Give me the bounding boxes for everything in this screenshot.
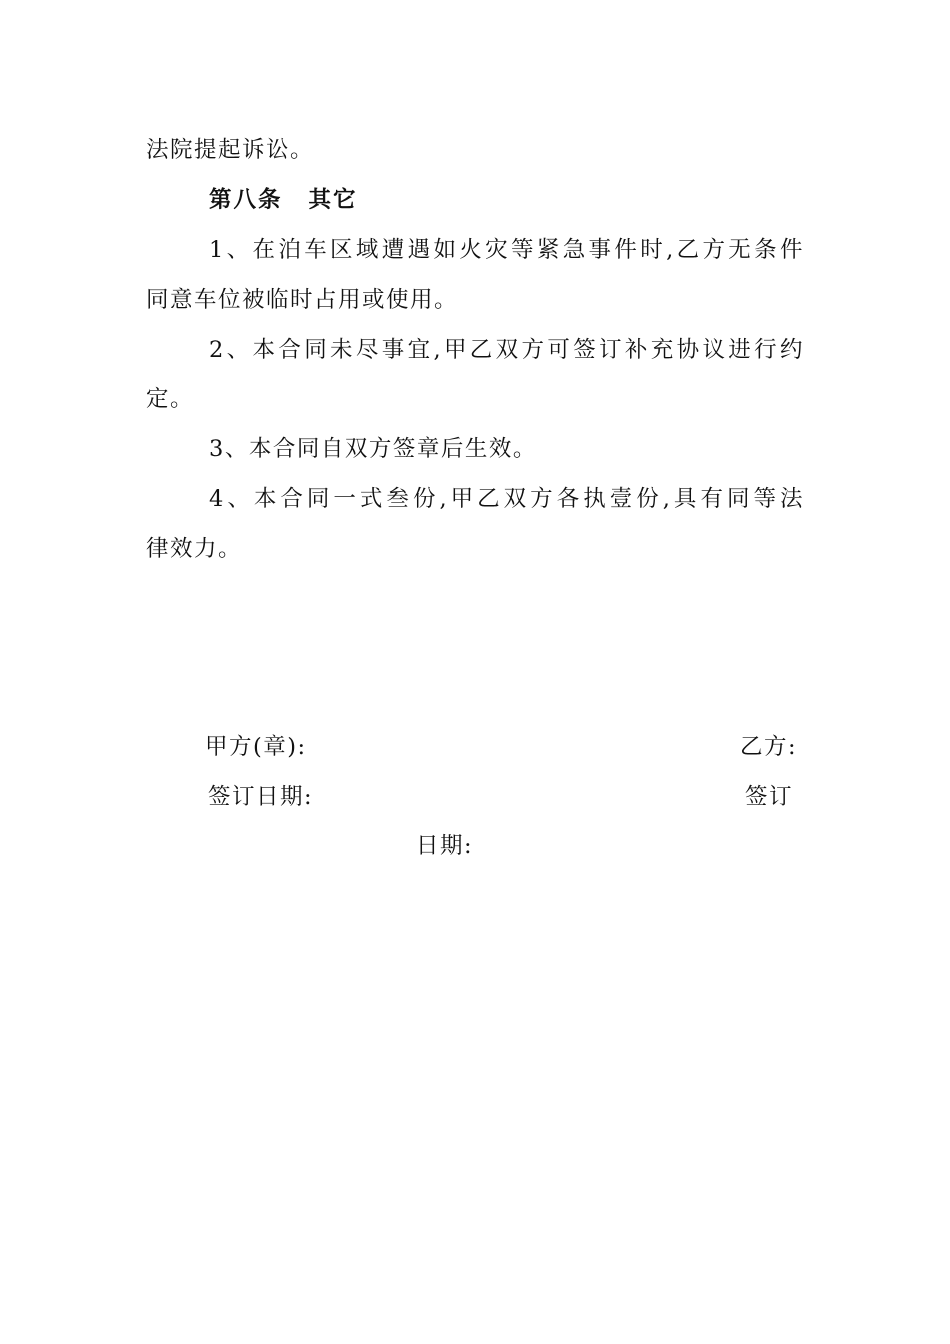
continuation-text: 法院提起诉讼。 (146, 137, 315, 163)
section-title: 其它 (308, 187, 358, 213)
party-a-signature-label: 甲方(章): (205, 734, 307, 760)
clause-1-line-1: 1、在泊车区域遭遇如火灾等紧急事件时,乙方无条件 (209, 237, 804, 263)
clause-3-line-1: 3、本合同自双方签章后生效。 (209, 436, 537, 462)
clause-1-line-2: 同意车位被临时占用或使用。 (146, 287, 459, 313)
party-a-date-label: 签订日期: (208, 784, 314, 810)
section-number: 第八条 (209, 187, 283, 213)
clause-4-line-1: 4、本合同一式叁份,甲乙双方各执壹份,具有同等法 (209, 486, 804, 512)
clause-2-line-2: 定。 (146, 386, 195, 412)
clause-2-line-1: 2、本合同未尽事宜,甲乙双方可签订补充协议进行约 (209, 337, 804, 363)
section-heading (209, 185, 358, 215)
party-b-signature-label: 乙方: (740, 734, 798, 760)
party-b-date-label-part2: 日期: (416, 833, 474, 859)
party-b-date-label-part1: 签订 (745, 784, 794, 810)
clause-4-line-2: 律效力。 (146, 536, 243, 562)
